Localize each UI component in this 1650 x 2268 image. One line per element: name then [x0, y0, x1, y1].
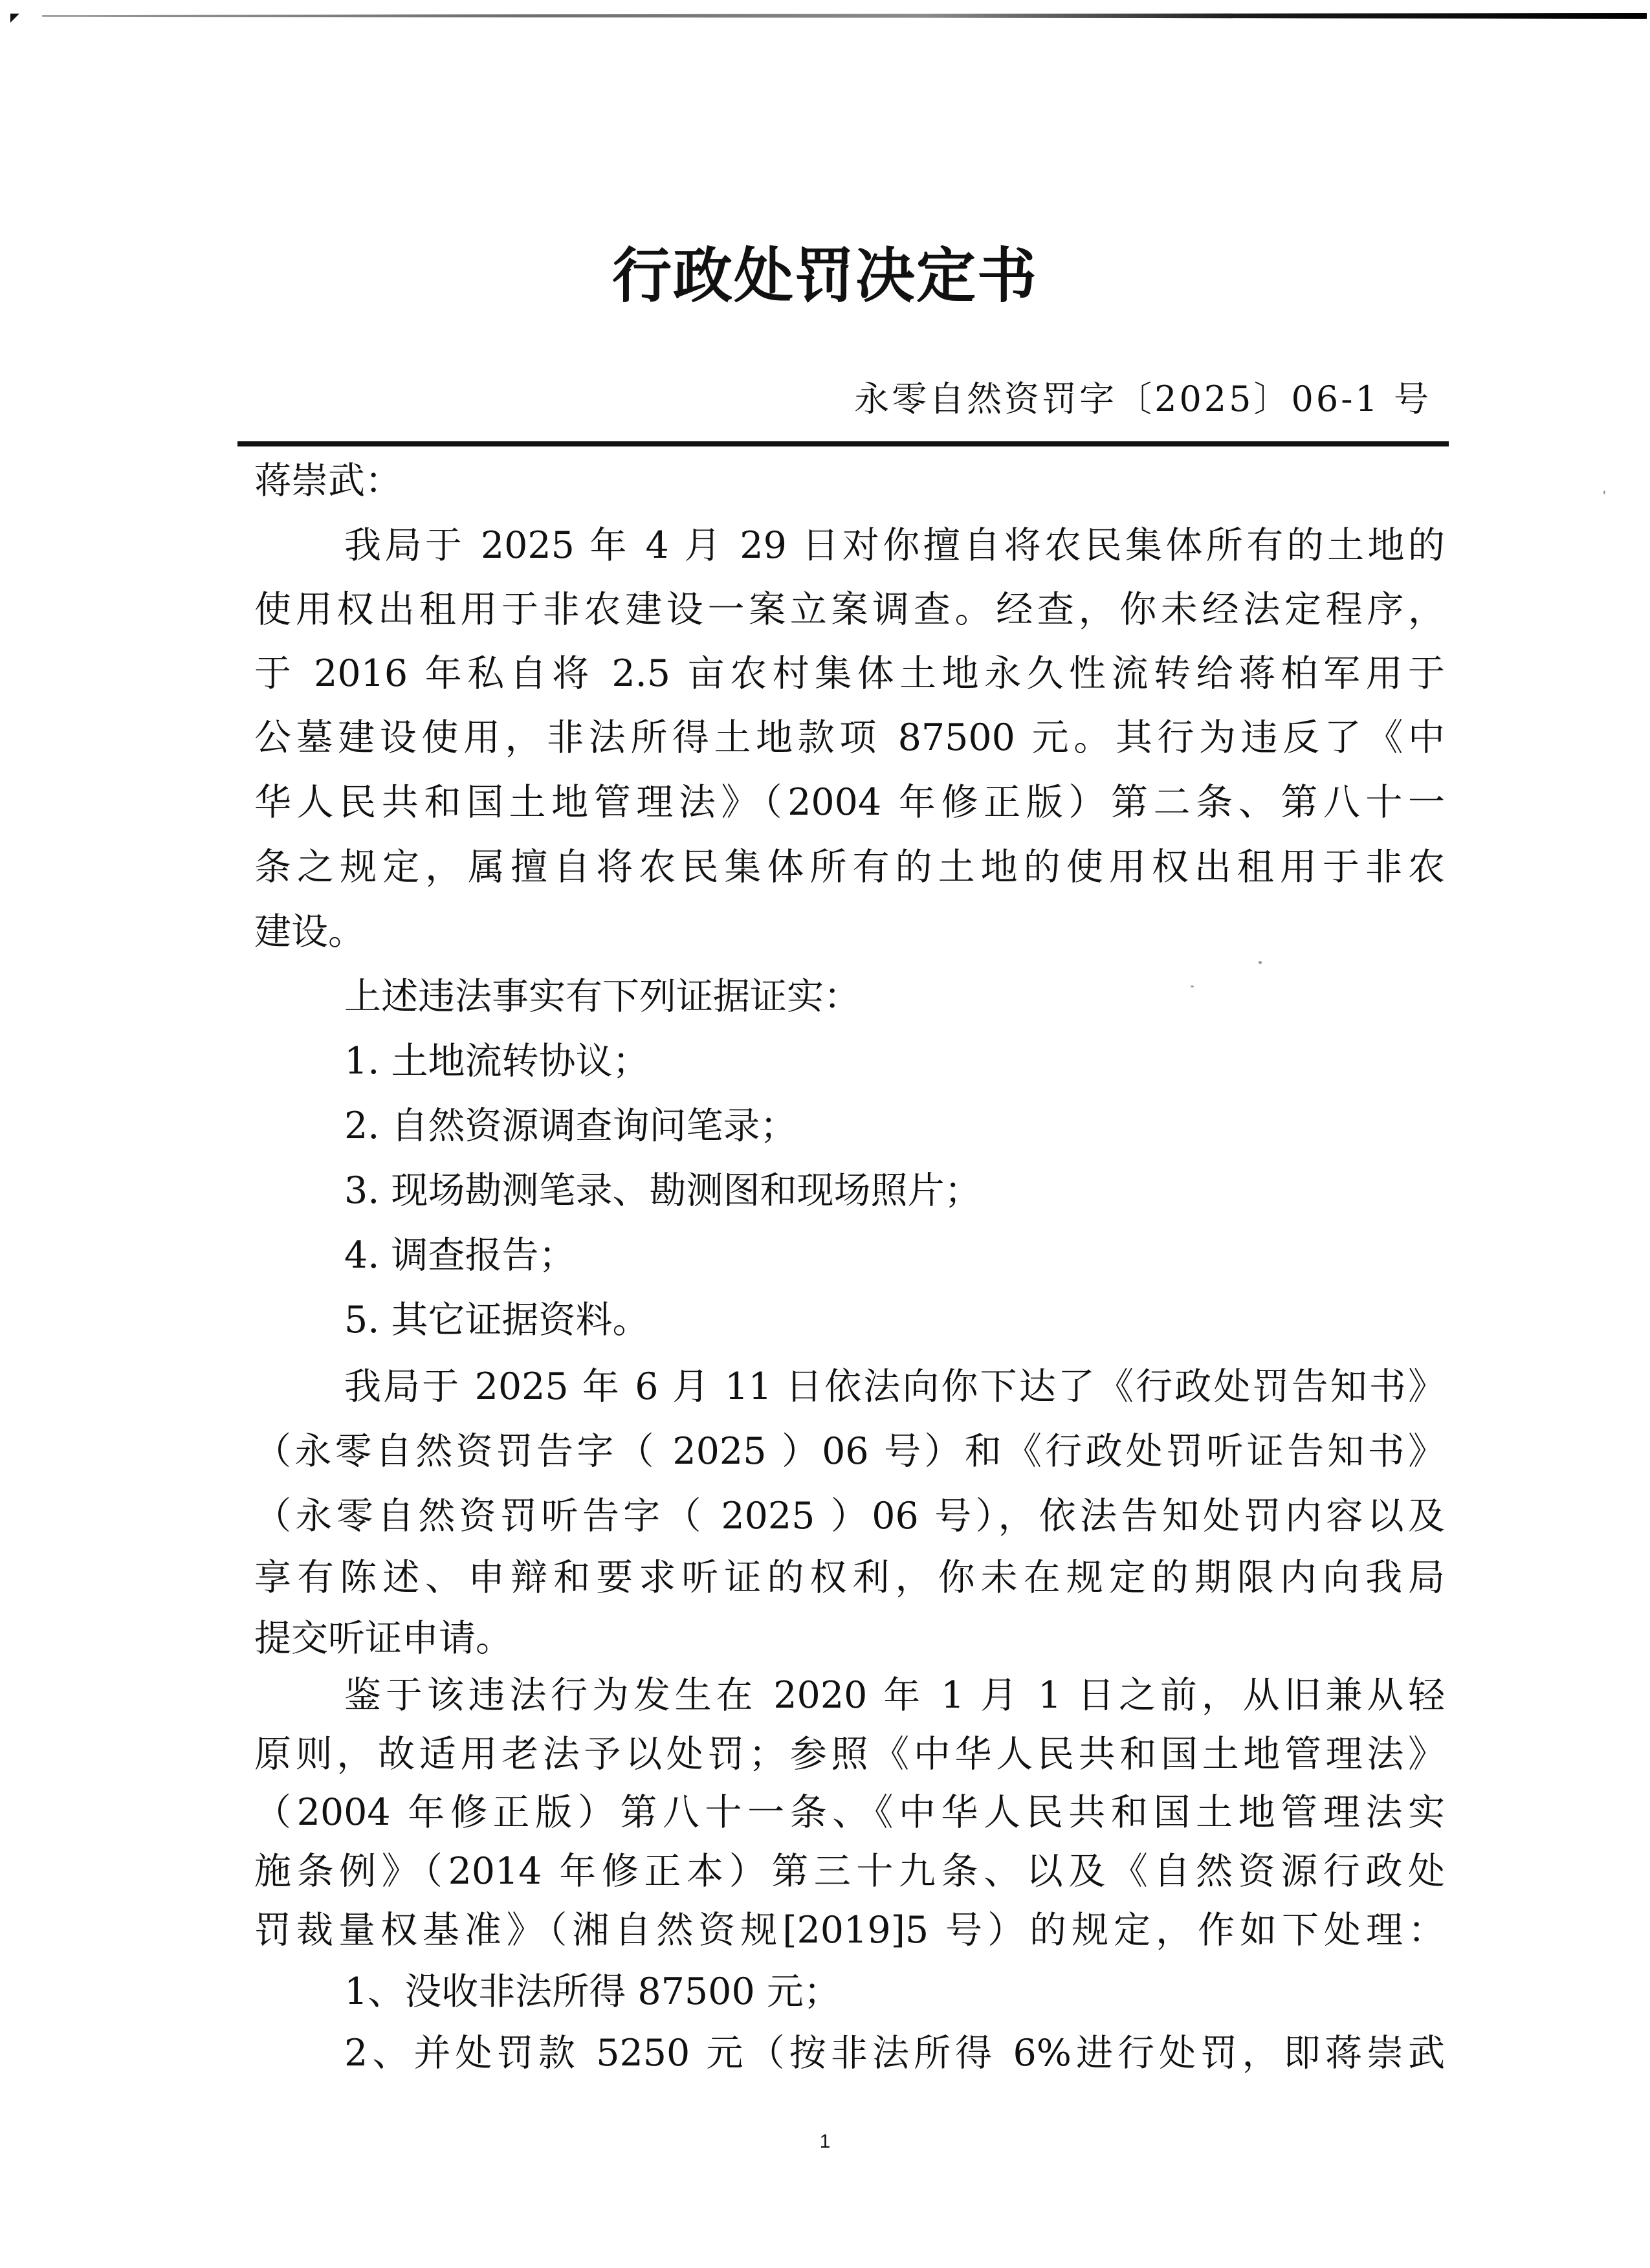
- body-line: （永零自然资罚听告字（ 2025 ）06 号），依法告知处罚内容以及: [254, 1496, 1445, 1536]
- evidence-item: 1. 土地流转协议；: [344, 1040, 650, 1083]
- document-title: 行政处罚决定书: [611, 241, 1038, 311]
- body-line: （2004 年修正版）第八十一条、《中华人民共和国土地管理法实: [254, 1792, 1445, 1833]
- scan-speck: [1259, 961, 1262, 964]
- addressee: 蒋崇武：: [254, 459, 402, 502]
- body-line: 于 2016 年私自将 2.5 亩农村集体土地永久性流转给蒋柏军用于: [254, 654, 1445, 694]
- decision-item: 2、并处罚款 5250 元（按非法所得 6%进行处罚，即蒋崇武: [344, 2033, 1445, 2073]
- scan-speck: [1603, 490, 1605, 494]
- body-line: 提交听证申请。: [254, 1617, 512, 1660]
- body-line: （永零自然资罚告字（ 2025 ）06 号）和《行政处罚听证告知书》: [254, 1431, 1445, 1471]
- body-line: 华人民共和国土地管理法》（2004 年修正版）第二条、第八十一: [254, 782, 1445, 822]
- body-line: 我局于 2025 年 4 月 29 日对你擅自将农民集体所有的土地的: [344, 525, 1445, 566]
- body-line: 建设。: [254, 910, 365, 953]
- scan-corner-mark: [10, 14, 19, 23]
- body-line: 公墓建设使用，非法所得土地款项 87500 元。其行为违反了《中: [254, 718, 1445, 758]
- header-rule: [237, 441, 1449, 446]
- decision-item: 1、没收非法所得 87500 元；: [344, 1970, 841, 2013]
- body-line: 鉴于该违法行为发生在 2020 年 1 月 1 日之前，从旧兼从轻: [344, 1675, 1445, 1715]
- body-line: 我局于 2025 年 6 月 11 日依法向你下达了《行政处罚告知书》: [344, 1367, 1445, 1407]
- body-line: 原则，故适用老法予以处罚；参照《中华人民共和国土地管理法》: [254, 1734, 1445, 1774]
- body-line: 使用权出租用于非农建设一案立案调查。经查，你未经法定程序，: [254, 589, 1445, 630]
- evidence-item: 5. 其它证据资料。: [344, 1299, 650, 1341]
- scan-speck: [1191, 985, 1194, 987]
- evidence-heading: 上述违法事实有下列证据证实：: [344, 975, 861, 1018]
- body-line: 罚裁量权基准》（湘自然资规[2019]5 号）的规定，作如下处理：: [254, 1910, 1445, 1950]
- body-line: 条之规定，属擅自将农民集体所有的土地的使用权出租用于非农: [254, 847, 1445, 887]
- evidence-item: 2. 自然资源调查询问笔录；: [344, 1105, 797, 1147]
- body-line: 施条例》（2014 年修正本）第三十九条、以及《自然资源行政处: [254, 1851, 1445, 1891]
- evidence-item: 3. 现场勘测笔录、勘测图和现场照片；: [344, 1169, 982, 1212]
- evidence-item: 4. 调查报告；: [344, 1234, 576, 1277]
- document-number: 永零自然资罚字〔2025〕06-1 号: [854, 379, 1431, 419]
- body-line: 享有陈述、申辩和要求听证的权利，你未在规定的期限内向我局: [254, 1558, 1445, 1598]
- page-number: 1: [819, 2131, 831, 2152]
- scan-edge-line: [42, 13, 1647, 19]
